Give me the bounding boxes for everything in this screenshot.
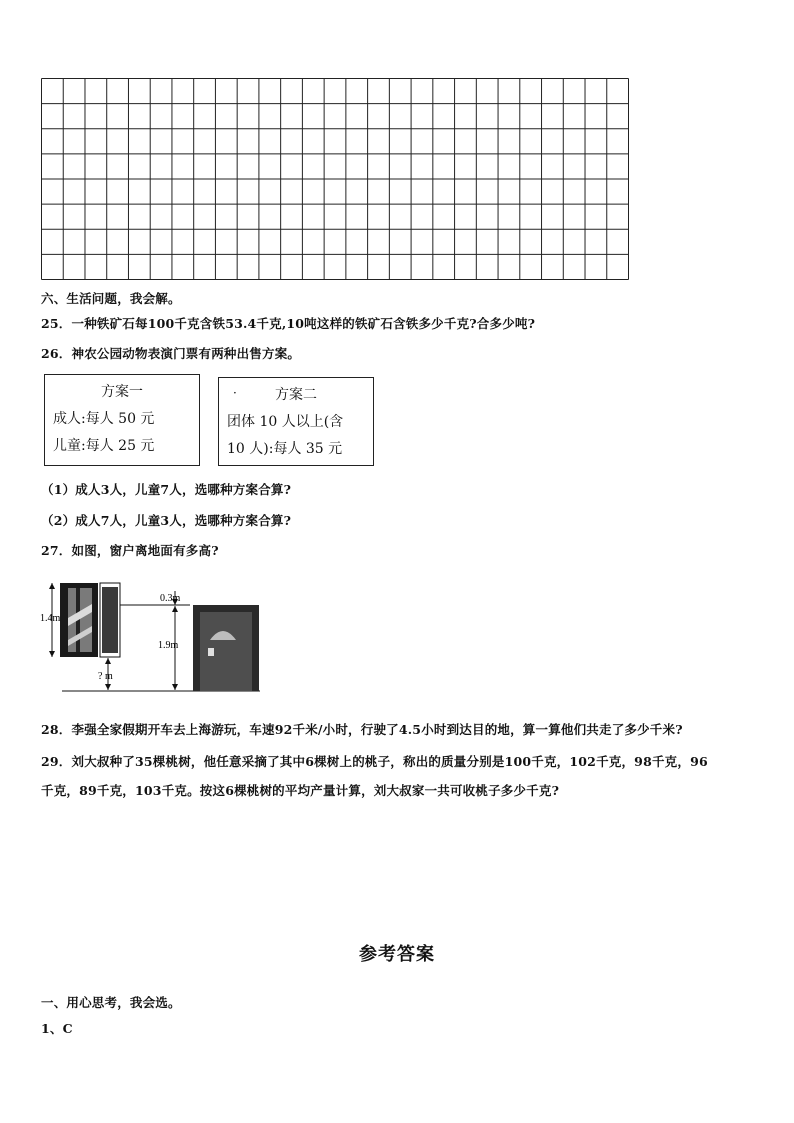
plan-two-line2: 10 人):每人 35 元 [227,441,343,457]
label-gap: 0.3m [160,593,181,604]
question-26: 26．神农公园动物表演门票有两种出售方案。 [41,346,301,361]
question-27: 27．如图，窗户离地面有多高? [41,543,219,558]
plan-one-title: 方案一 [101,384,143,400]
plan-two-line1: 团体 10 人以上(含 [227,414,344,430]
plan-one-adult: 成人:每人 50 元 [53,411,155,427]
plan-two-title: 方案二 [275,387,317,403]
label-door-height: 1.9m [158,640,179,651]
label-unknown-height: ? m [98,671,113,682]
answer-1: 1、C [41,1021,73,1036]
section-six-heading: 六、生活问题，我会解。 [41,291,181,306]
plan-two-dot: · [233,386,237,400]
question-28: 28．李强全家假期开车去上海游玩，车速92千米/小时，行驶了4.5小时到达目的地，算一算他们共走了多少千米? [41,722,683,737]
label-window-height: 1.4m [40,613,61,624]
plan-one-child: 儿童:每人 25 元 [53,438,155,454]
question-29-line-1: 29．刘大叔种了35棵桃树，他任意采摘了其中6棵树上的桃子，称出的质量分别是100千克，102千克，98千克，96 [41,754,708,769]
answers-section-one: 一、用心思考，我会选。 [41,995,181,1010]
question-29-line-2: 千克，89千克，103千克。按这6棵桃树的平均产量计算，刘大叔家一共可收桃子多少千克? [41,783,560,798]
answers-title: 参考答案 [359,944,435,965]
plan-two-box [218,377,374,466]
window-door-figure [40,578,265,696]
writing-grid [41,78,629,280]
plan-one-box [44,374,200,466]
question-26-part-1: （1）成人3人，儿童7人，选哪种方案合算? [41,482,292,497]
question-26-part-2: （2）成人7人，儿童3人，选哪种方案合算? [41,513,292,528]
question-25: 25．一种铁矿石每100千克含铁53.4千克,10吨这样的铁矿石含铁多少千克?合多少吨? [41,316,536,331]
